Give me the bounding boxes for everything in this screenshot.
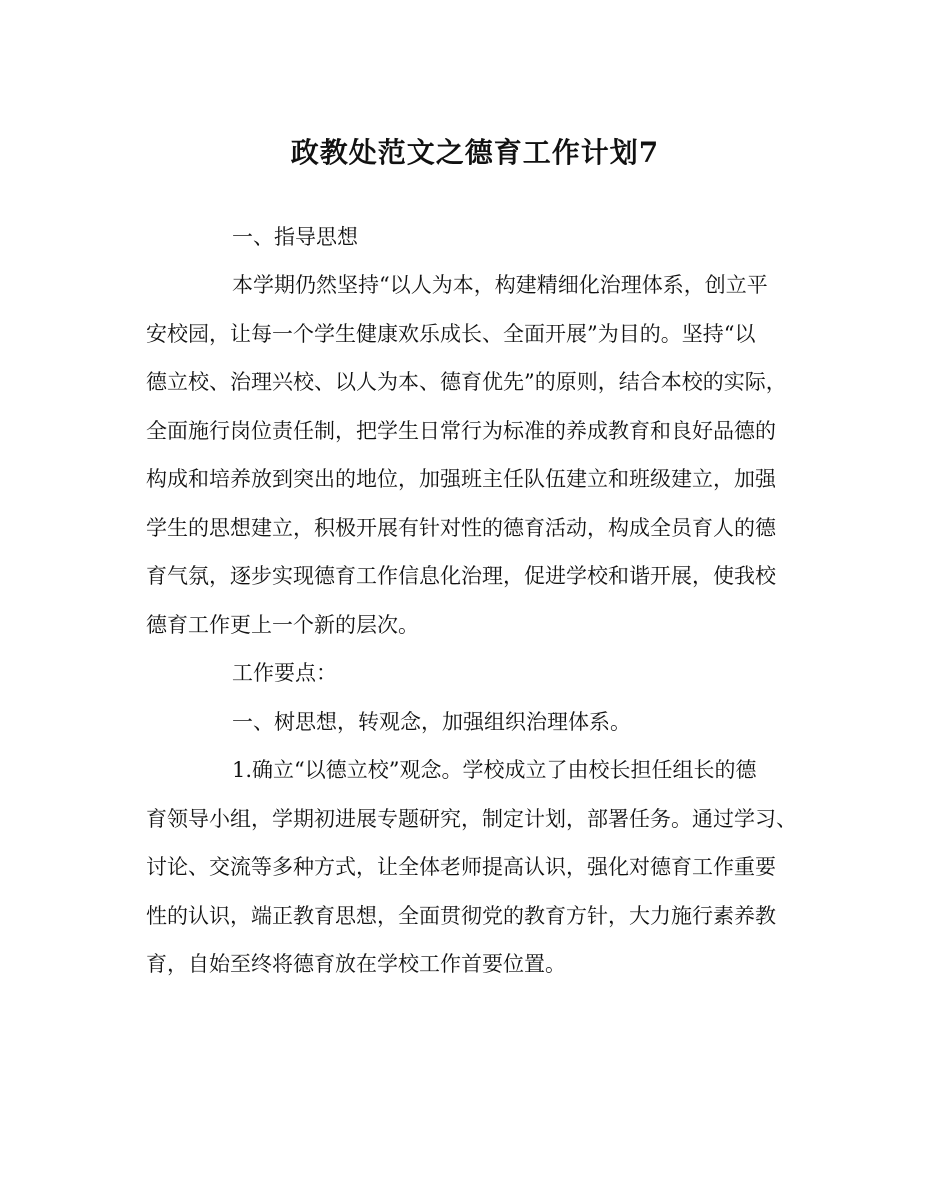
paragraph-line: 安校园，让每一个学生健康欢乐成长、全面开展”为目的。坚持“以 <box>146 322 756 346</box>
section-heading-guiding-ideology: 一、指导思想 <box>232 225 358 249</box>
paragraph-line: 育气氛，逐步实现德育工作信息化治理，促进学校和谐开展，使我校 <box>146 564 776 588</box>
paragraph-line: 全面施行岗位责任制，把学生日常行为标准的养成教育和良好品德的 <box>146 419 776 443</box>
section-heading-organization: 一、树思想，转观念，加强组织治理体系。 <box>232 710 631 734</box>
paragraph-line: 育领导小组，学期初进展专题研究，制定计划，部署任务。通过学习、 <box>146 807 797 831</box>
paragraph-line: 德育工作更上一个新的层次。 <box>146 613 419 637</box>
paragraph-line: 构成和培养放到突出的地位，加强班主任队伍建立和班级建立，加强 <box>146 467 776 491</box>
paragraph-line: 德立校、治理兴校、以人为本、德育优先”的原则，结合本校的实际， <box>146 370 787 394</box>
section-heading-work-points: 工作要点： <box>232 661 337 685</box>
paragraph-line: 性的认识，端正教育思想，全面贯彻党的教育方针，大力施行素养教 <box>146 904 776 928</box>
paragraph-line: 育，自始至终将德育放在学校工作首要位置。 <box>146 952 566 976</box>
paragraph-line: 学生的思想建立，积极开展有针对性的德育活动，构成全员育人的德 <box>146 516 776 540</box>
document-title: 政教处范文之德育工作计划7 <box>290 136 660 169</box>
paragraph-line: 1.确立“以德立校”观念。学校成立了由校长担任组长的德 <box>232 758 757 782</box>
paragraph-line: 本学期仍然坚持“以人为本，构建精细化治理体系，创立平 <box>232 273 768 297</box>
paragraph-line: 讨论、交流等多种方式，让全体老师提高认识，强化对德育工作重要 <box>146 855 776 879</box>
